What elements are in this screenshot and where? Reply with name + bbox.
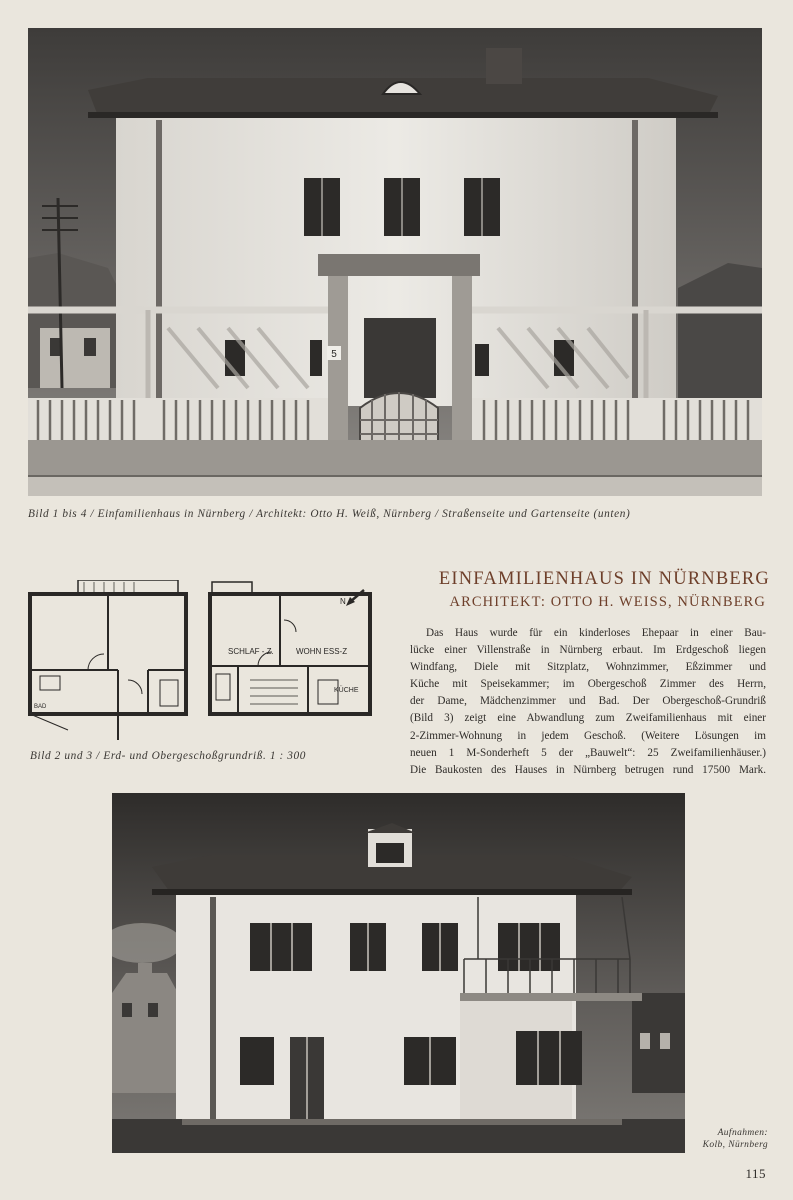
photo-credit: [688, 1127, 768, 1151]
photo-garden-side: [112, 793, 685, 1153]
plan-label-wohn: WOHN ESS-Z: [296, 647, 348, 656]
article-subtitle: ARCHITEKT: OTTO H. WEISS, NÜRNBERG: [449, 594, 766, 610]
article-body: [410, 625, 766, 779]
body-line: neuen 1 M-Sonderheft 5 der „Bauwelt“: 25 Zweifamilienhäuser.): [410, 746, 766, 759]
house-number: 5: [331, 349, 337, 360]
floor-plans: [28, 580, 378, 742]
body-line: (Bild 3) zeigt eine Abwandlung zum Zweifamilienhaus mit einer: [410, 712, 766, 725]
caption-photos: Bild 1 bis 4 / Einfamilienhaus in Nürnberg / Architekt: Otto H. Weiß, Nürnberg / Straßenseite und Gartenseite (unten): [28, 508, 631, 520]
plan-label-schlaf: SCHLAF - Z.: [228, 647, 274, 656]
credit-name: Kolb, Nürnberg: [702, 1140, 768, 1150]
plan-label-bad: BAD: [34, 704, 47, 710]
plan-label-kueche: KÜCHE: [334, 687, 359, 694]
body-line: Windfang, Diele mit Sitzplatz, Wohnzimmer, Eßzimmer und: [410, 661, 766, 674]
ground-floor-plan: [30, 580, 186, 740]
caption-plans: Bild 2 und 3 / Erd- und Obergeschoßgrundriß. 1 : 300: [30, 750, 307, 762]
body-line: Die Baukosten des Hauses in Nürnberg betrugen rund 17500 Mark.: [410, 763, 766, 776]
body-line: der Dame, Mädchenzimmer und Bad. Der Obergeschoß-Grundriß: [410, 695, 766, 708]
body-line: Küche mit Speisekammer; im Obergeschoß Zimmer des Herrn,: [410, 678, 766, 691]
plan-label-north: N: [340, 597, 346, 606]
body-line: 2-Zimmer-Wohnung in jedem Geschoß. (Weitere Lösungen im: [410, 729, 766, 742]
body-line: Das Haus wurde für ein kinderloses Ehepaar in einer Bau-: [426, 627, 766, 639]
article-title: EINFAMILIENHAUS IN NÜRNBERG: [438, 569, 770, 589]
credit-label: Aufnahmen:: [717, 1128, 768, 1138]
body-line: lücke einer Villenstraße in Nürnberg erbaut. Im Erdgeschoß liegen: [410, 644, 766, 657]
photo-street-side: [28, 28, 762, 496]
page-number: 115: [745, 1166, 766, 1181]
